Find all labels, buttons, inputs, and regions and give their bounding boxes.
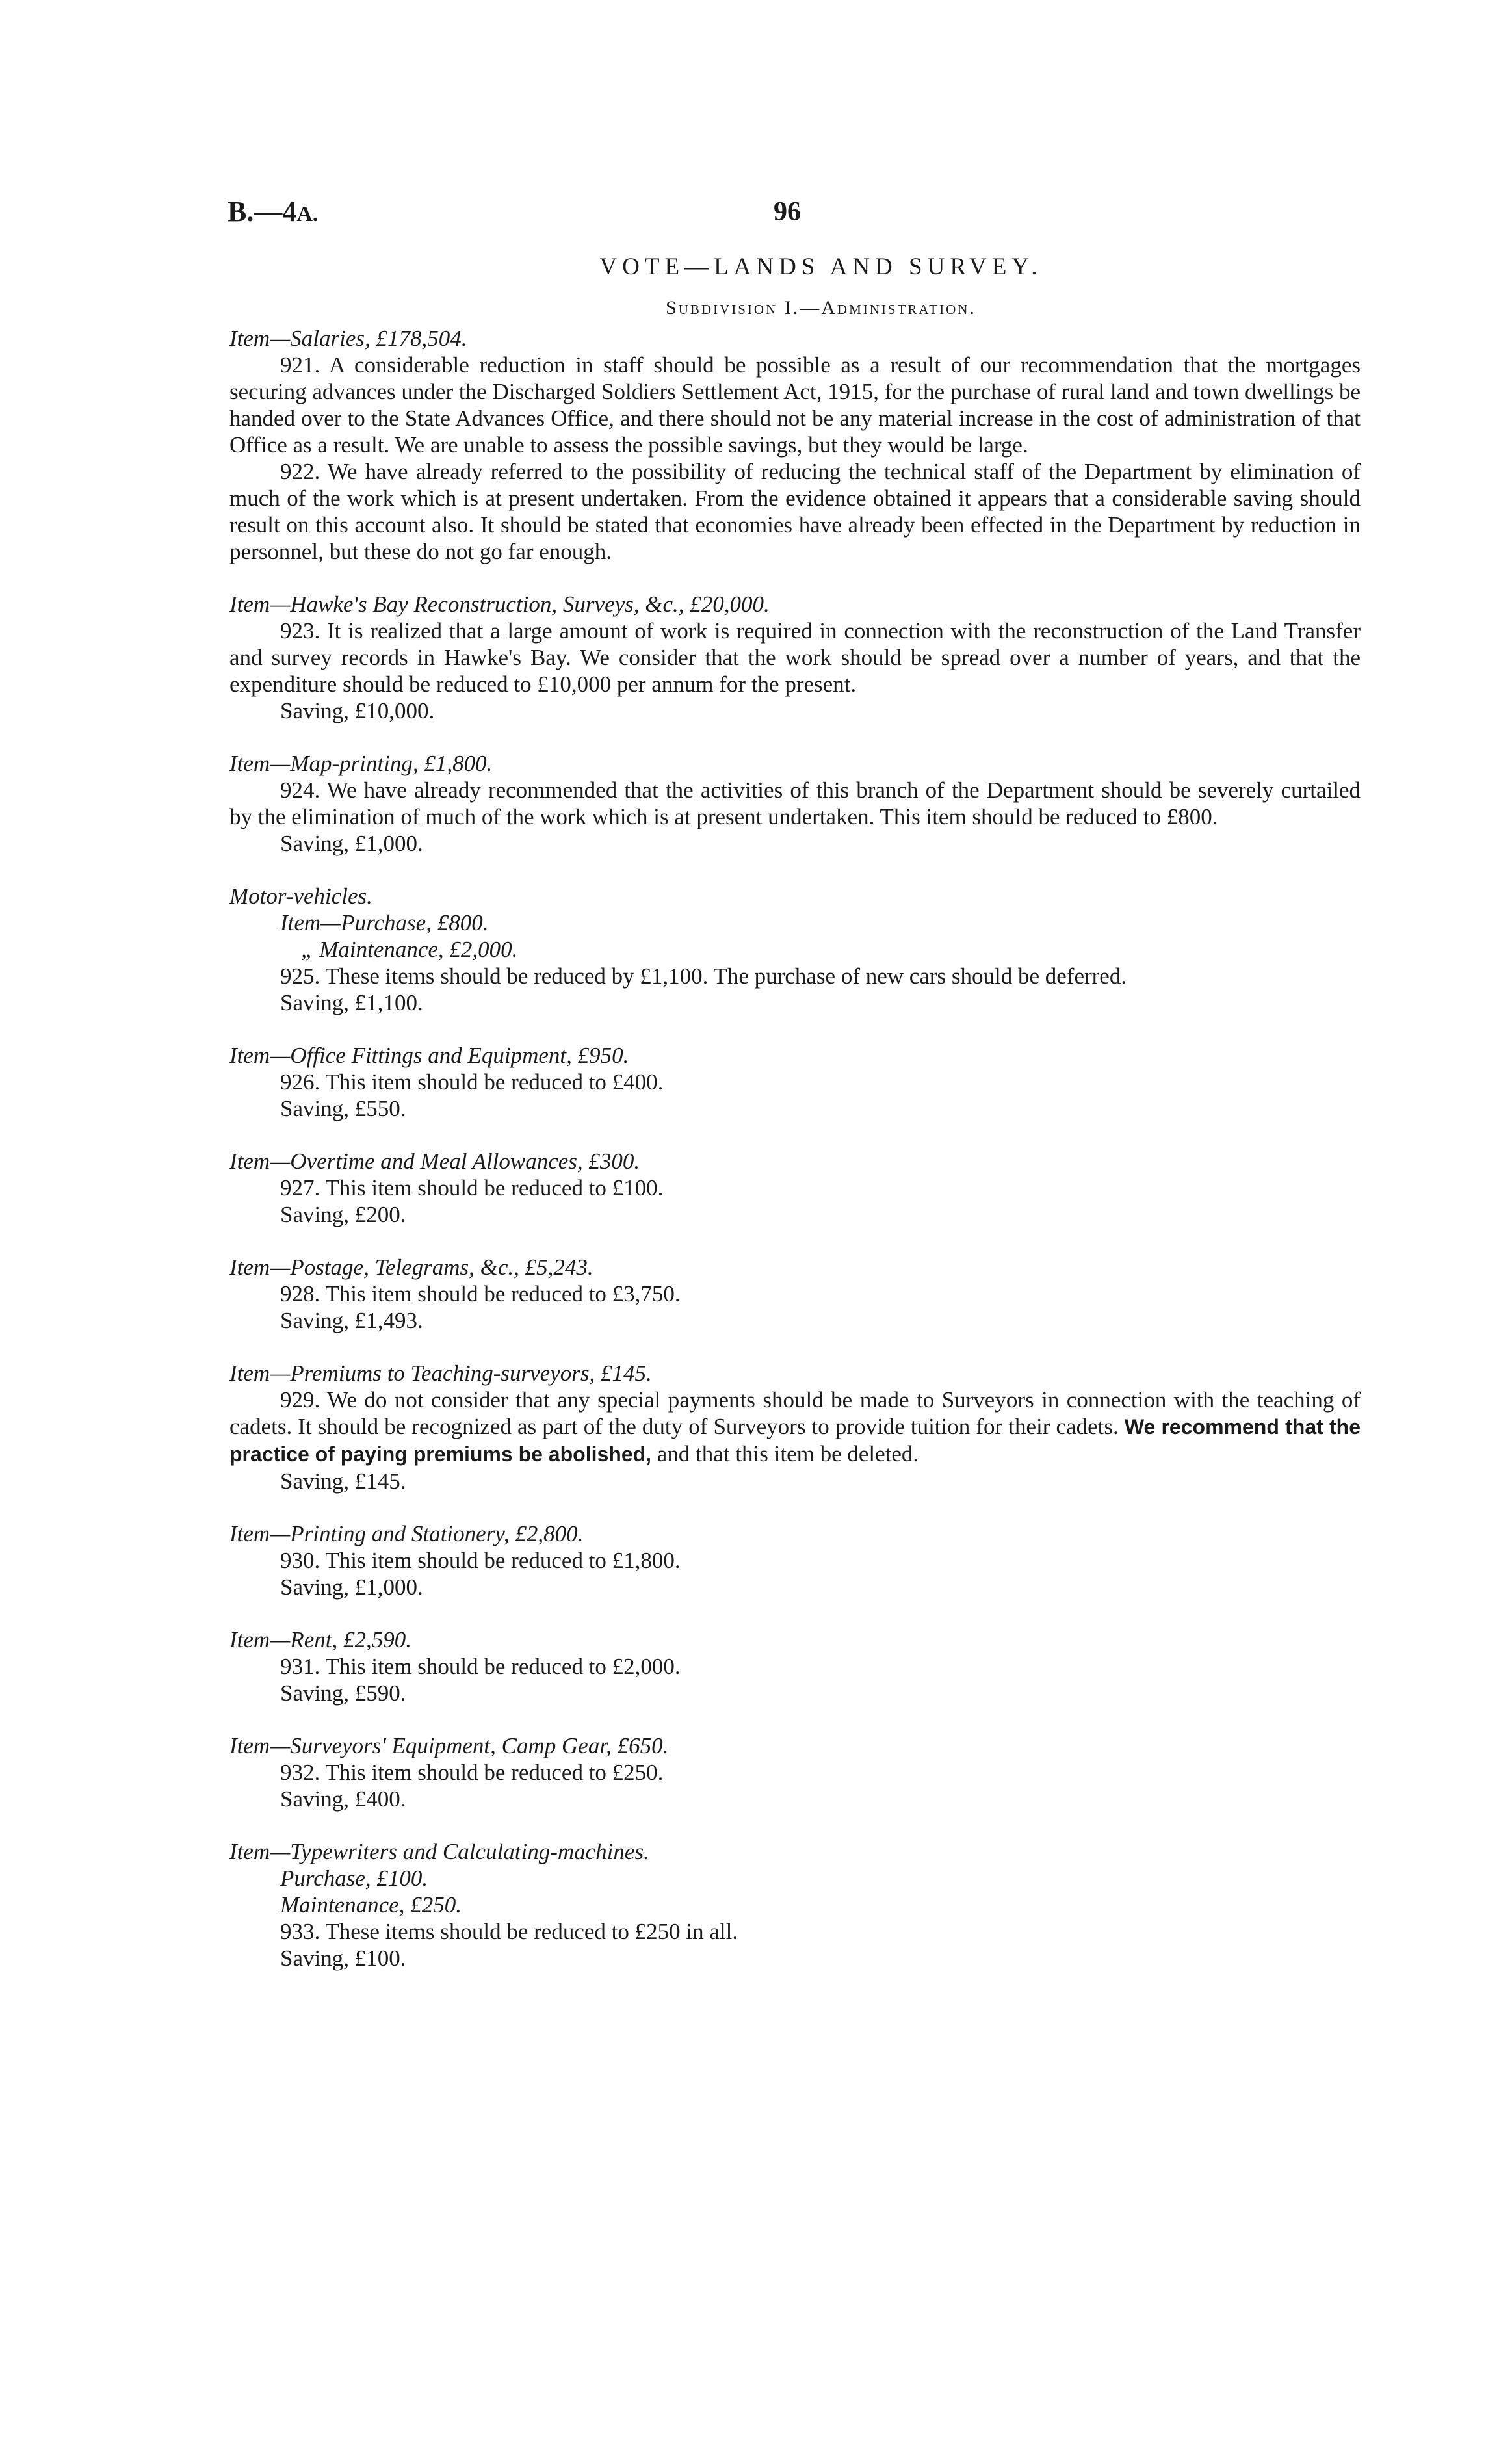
- subdivision-heading: Subdivision I.—Administration.: [666, 297, 976, 319]
- item-heading-premiums: Item—Premiums to Teaching-surveyors, £145.: [229, 1361, 652, 1386]
- saving-overtime: Saving, £200.: [280, 1202, 406, 1227]
- paragraph-925: 925. These items should be reduced by £1,100. The purchase of new cars should be deferred.: [280, 963, 1127, 989]
- sub-item-maintenance: „ Maintenance, £2,000.: [301, 937, 518, 962]
- saving-surveyors-equipment: Saving, £400.: [280, 1786, 406, 1812]
- item-heading-hawkes-bay: Item—Hawke's Bay Reconstruction, Surveys, &c., £20,000.: [229, 592, 770, 617]
- item-heading-postage: Item—Postage, Telegrams, &c., £5,243.: [229, 1255, 593, 1280]
- paragraph-933: 933. These items should be reduced to £250 in all.: [280, 1919, 738, 1944]
- paragraph-926: 926. This item should be reduced to £400.: [280, 1069, 664, 1095]
- sub-item-typewriters-purchase: Purchase, £100.: [280, 1866, 428, 1891]
- paragraph-924: 924. We have already recommended that the activities of this branch of the Department should be severely curtailed by the elimination of much of the work which is at present undertaken. This item should be reduced to £800.: [229, 777, 1361, 829]
- paragraph-929-text-a: 929. We do not consider that any special payments should be made to Surveyors in connection with the teaching of cadets. It should be recognized as part of the duty of Surveyors to provide tuition for their cadets.: [229, 1387, 1361, 1439]
- paragraph-922: 922. We have already referred to the possibility of reducing the technical staff of the Department by elimination of much of the work which is at present undertaken. From the evidence obtained it appears that a considerable saving should result on this account also. It should be stated that economies have already been effected in the Department by reduction in personnel, but these do not go far enough.: [229, 459, 1361, 564]
- item-heading-map-printing: Item—Map-printing, £1,800.: [229, 751, 493, 776]
- paragraph-932: 932. This item should be reduced to £250.: [280, 1760, 664, 1785]
- saving-premiums: Saving, £145.: [280, 1468, 406, 1494]
- item-heading-salaries: Item—Salaries, £178,504.: [229, 326, 467, 351]
- item-heading-office-fittings: Item—Office Fittings and Equipment, £950.: [229, 1043, 629, 1068]
- document-reference: B.—4A.: [228, 196, 319, 228]
- saving-hawkes-bay: Saving, £10,000.: [280, 698, 435, 723]
- page-number: 96: [774, 197, 801, 227]
- item-heading-overtime: Item—Overtime and Meal Allowances, £300.: [229, 1149, 640, 1174]
- item-heading-typewriters: Item—Typewriters and Calculating-machines.: [229, 1839, 649, 1864]
- saving-office-fittings: Saving, £550.: [280, 1096, 406, 1121]
- saving-postage: Saving, £1,493.: [280, 1308, 423, 1333]
- paragraph-931: 931. This item should be reduced to £2,000.: [280, 1654, 681, 1679]
- item-heading-rent: Item—Rent, £2,590.: [229, 1627, 411, 1652]
- paragraph-929-text-b: and that this item be deleted.: [651, 1441, 919, 1466]
- saving-map-printing: Saving, £1,000.: [280, 831, 423, 856]
- document-body: [229, 254, 1361, 1972]
- item-heading-surveyors-equipment: Item—Surveyors' Equipment, Camp Gear, £650.: [229, 1733, 669, 1758]
- sub-item-purchase: Item—Purchase, £800.: [280, 910, 489, 935]
- item-heading-printing: Item—Printing and Stationery, £2,800.: [229, 1521, 584, 1546]
- paragraph-927: 927. This item should be reduced to £100.: [280, 1175, 664, 1201]
- paragraph-921: 921. A considerable reduction in staff should be possible as a result of our recommendation that the mortgages securing advances under the Discharged Soldiers Settlement Act, 1915, for the purchase of rural land and town dwellings be handed over to the State Advances Office, and there should not be any material increase in the cost of administration of that Office as a result. We are unable to assess the possible savings, but they would be large.: [229, 352, 1361, 458]
- saving-motor-vehicles: Saving, £1,100.: [280, 990, 423, 1015]
- saving-printing: Saving, £1,000.: [280, 1574, 423, 1600]
- item-heading-motor-vehicles: Motor-vehicles.: [229, 883, 372, 909]
- paragraph-923: 923. It is realized that a large amount of work is required in connection with the reconstruction of the Land Transfer and survey records in Hawke's Bay. We consider that the work should be spread over a number of years, and that the expenditure should be reduced to £10,000 per annum for the present.: [229, 618, 1361, 697]
- paragraph-930: 930. This item should be reduced to £1,800.: [280, 1548, 681, 1573]
- vote-title: VOTE—LANDS AND SURVEY.: [599, 254, 1043, 280]
- paragraph-929: [229, 1387, 1361, 1468]
- paragraph-929-recommendation: We recommend that the practice of paying premiums be abolished,: [229, 1415, 1361, 1466]
- saving-rent: Saving, £590.: [280, 1680, 406, 1706]
- sub-item-typewriters-maintenance: Maintenance, £250.: [280, 1892, 462, 1918]
- saving-typewriters: Saving, £100.: [280, 1946, 406, 1971]
- paragraph-928: 928. This item should be reduced to £3,750.: [280, 1281, 681, 1307]
